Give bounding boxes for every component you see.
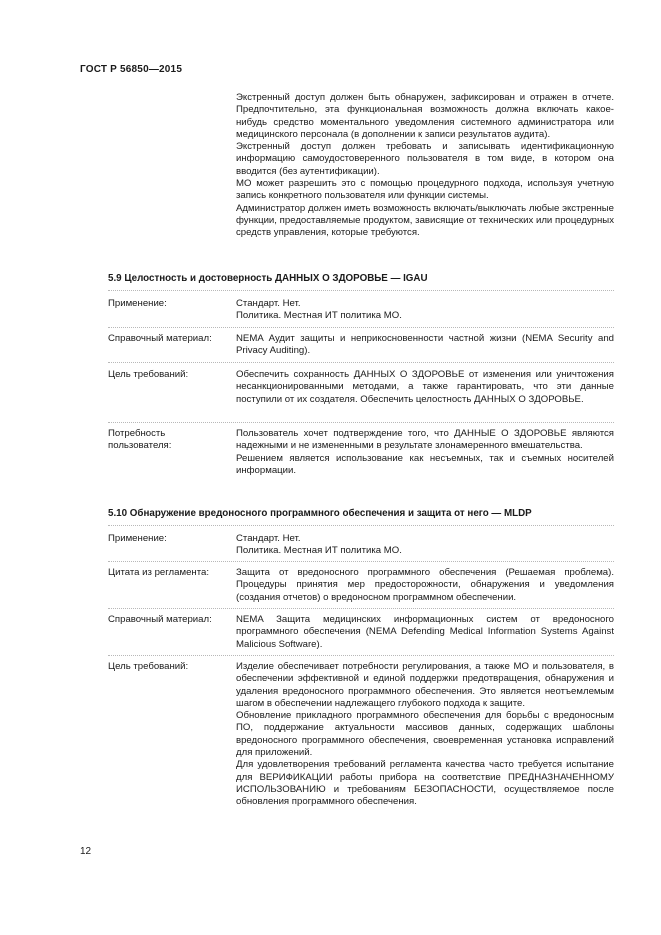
row-paragraph: Политика. Местная ИТ политика МО. — [236, 545, 402, 557]
page-number: 12 — [80, 846, 92, 857]
row-content — [236, 369, 614, 406]
section-title-5-10: 5.10 Обнаружение вредоносного программного обеспечения и защита от него — MLDP — [108, 508, 532, 519]
intro-paragraph: Экстренный доступ должен требовать и записывать идентификационную информацию самоудостоверенного пользователя в том виде, в котором она вводится (без аутентификации). — [236, 141, 614, 177]
row-paragraph: NEMA Аудит защиты и неприкосновенности частной жизни (NEMA Security and Privacy Auditing). — [236, 333, 614, 357]
row-content — [236, 428, 614, 477]
row-paragraph: Изделие обеспечивает потребности регулирования, а также МО и пользователя, в обеспечении эффективной и единой поддержки предотвращения, обнаружения и удаления вредоносного программного обеспечения. Это является неотъемлемым шагом в обеспечении надлежащего глубокого подхода к защите. — [236, 661, 614, 709]
row-paragraph: Обеспечить сохранность ДАННЫХ О ЗДОРОВЬЕ от изменения или уничтожения несанкционированными методами, а также гарантировать, что эти данные поступили от их создателя. Обеспечить целостность ДАННЫХ О ЗДОРОВЬЕ. — [236, 369, 614, 405]
row-label: Цитата из регламента: — [108, 567, 209, 578]
section-title-5-9: 5.9 Целостность и достоверность ДАННЫХ О ЗДОРОВЬЕ — IGAU — [108, 273, 428, 284]
intro-block — [236, 92, 614, 240]
row-content — [236, 533, 614, 558]
row-paragraph: Для удовлетворения требований регламента качества часто требуется испытание для ВЕРИФИКАЦИИ работы прибора на соответствие ПРЕДНАЗНАЧЕННОМУ ИСПОЛЬЗОВАНИЮ и требованиям БЕЗОПАСНОСТИ, осуществляемое после обновления программного обеспечения. — [236, 759, 614, 808]
divider — [108, 655, 614, 656]
divider — [108, 362, 614, 363]
divider — [108, 422, 614, 423]
row-content — [236, 298, 614, 323]
row-paragraph: Политика. Местная ИТ политика МО. — [236, 310, 402, 322]
row-paragraph: Стандарт. Нет. — [236, 298, 301, 309]
row-label: Цель требований: — [108, 369, 189, 380]
row-content — [236, 661, 614, 809]
divider — [108, 561, 614, 562]
row-label: Потребность пользователя: — [108, 428, 172, 452]
row-paragraph: Пользователь хочет подтверждение того, что ДАННЫЕ О ЗДОРОВЬЕ являются надежными и не измененными в результате злонамеренного вмешательства. — [236, 428, 614, 452]
row-paragraph: Стандарт. Нет. — [236, 533, 301, 544]
standard-header: ГОСТ Р 56850—2015 — [80, 64, 183, 75]
row-label: Применение: — [108, 298, 167, 309]
row-label: Справочный материал: — [108, 614, 212, 625]
row-content — [236, 614, 614, 651]
row-paragraph: Защита от вредоносного программного обеспечения (Решаемая проблема). Процедуры принятия мер предосторожности, обнаружения и уведомления (создания отчетов) о вредоносном программном обеспечении. — [236, 567, 614, 603]
row-paragraph: NEMA Защита медицинских информационных систем от вредоносного программного обеспечения (NEMA Defending Medical Information Systems Against Malicious Software). — [236, 614, 614, 650]
row-content — [236, 567, 614, 604]
row-paragraph: Решением является использование как несъемных, так и съемных носителей информации. — [236, 452, 614, 476]
row-label: Применение: — [108, 533, 167, 544]
divider — [108, 525, 614, 526]
row-label: Цель требований: — [108, 661, 189, 672]
intro-paragraph: МО может разрешить это с помощью процедурного подхода, используя учетную запись конкретного пользователя или функции системы. — [236, 178, 614, 202]
row-content — [236, 333, 614, 358]
row-label: Справочный материал: — [108, 333, 212, 344]
divider — [108, 327, 614, 328]
intro-paragraph: Администратор должен иметь возможность включать/выключать любые экстренные функции, предоставляемые продуктом, зависящие от технических или процедурных средств управления, которые требуются. — [236, 202, 614, 239]
intro-paragraph: Экстренный доступ должен быть обнаружен, зафиксирован и отражен в отчете. Предпочтительно, эта функциональная возможность должна включать какое-нибудь средство моментального уведомления системного администратора или медицинского персонала (в дополнении к записи результатов аудита). — [236, 92, 614, 140]
divider — [108, 608, 614, 609]
row-paragraph: Обновление прикладного программного обеспечения для борьбы с вредоносным ПО, поддержание актуальности массивов данных, содержащих шаблоны вредоносного программного обеспечения, своевременная установка исправлений для приложений. — [236, 710, 614, 759]
divider — [108, 290, 614, 291]
